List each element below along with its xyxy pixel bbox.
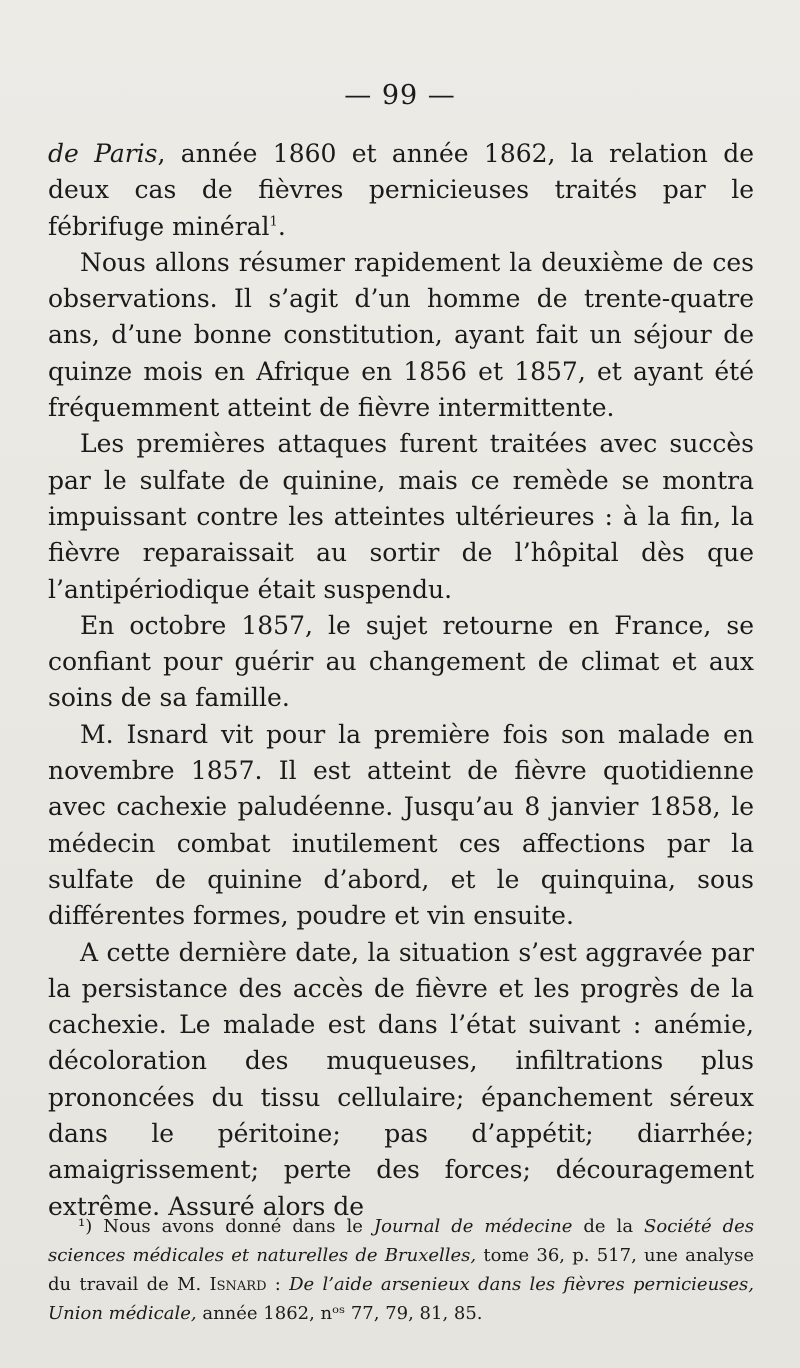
paragraph: En octobre 1857, le sujet retourne en France, se confiant pour guérir au changement de climat et aux soins de sa famille. [48, 610, 754, 713]
page-number: — 99 — [344, 80, 456, 111]
italic-phrase: de Paris [48, 139, 158, 168]
footnote-segment: tome 36, p. 517, une analyse du travail de M. [48, 1245, 754, 1295]
paragraph-text: , année 1860 et année 1862, la relation de deux cas de fièvres pernicieuses traités par le fébrifuge minéral [48, 139, 754, 241]
paragraph: Les premières attaques furent traitées avec succès par le sulfate de quinine, mais ce remède se montra impuissant contre les atteintes ultérieures : à la fin, la fièvre reparaissait au sortir de l’hôpital dès que l’antipériodique était suspendu. [48, 429, 754, 604]
paragraph: M. Isnard vit pour la première fois son malade en novembre 1857. Il est atteint de fièvre quotidienne avec cachexie paludéenne. Jusqu’au 8 janvier 1858, le médecin combat inutilement ces affections par la sulfate de quinine d’abord, et le quinquina, sous différentes formes, poudre et vin ensuite. [48, 719, 754, 931]
footnote-segment: : [266, 1274, 290, 1295]
footnote [48, 1212, 754, 1328]
paragraph: Nous allons résumer rapidement la deuxième de ces observations. Il s’agit d’un homme de trente-quatre ans, d’une bonne constitution, ayant fait un séjour de quinze mois en Afrique en 1856 et 1857, et ayant été fréquemment atteint de fièvre intermittente. [48, 247, 754, 423]
article-title: De l’aide arsenieux dans les fièvres pernicieuses, Union médicale, [48, 1274, 755, 1324]
paragraph-text: . [277, 211, 286, 241]
society-name: Société des sciences médicales et naturelles de Bruxelles, [48, 1216, 754, 1266]
footnote-marker: ¹) [78, 1216, 93, 1237]
paragraph-continuation [48, 136, 754, 245]
paragraph: A cette dernière date, la situation s’est aggravée par la persistance des accès de fièvre et les progrès de la cachexie. Le malade est dans l’état suivant : anémie, décoloration des muqueuses, infiltrations plus prononcées du tissu cellulaire; épanchement séreux dans le péritoine; pas d’appétit; diarrhée; amaigrissement; perte des forces; découragement extrême. Assuré alors de [48, 937, 754, 1221]
footnote-reference: 1 [269, 214, 278, 230]
footnote-segment: année 1862, nᵒˢ 77, 79, 81, 85. [196, 1303, 483, 1324]
main-text [48, 136, 754, 1225]
footnote-segment: de la [572, 1216, 645, 1237]
footnote-segment: Nous avons donné dans le [92, 1216, 374, 1237]
author-name: Isnard [209, 1274, 267, 1295]
footnote-text [48, 1212, 754, 1328]
journal-title: Journal de médecine [373, 1216, 573, 1237]
